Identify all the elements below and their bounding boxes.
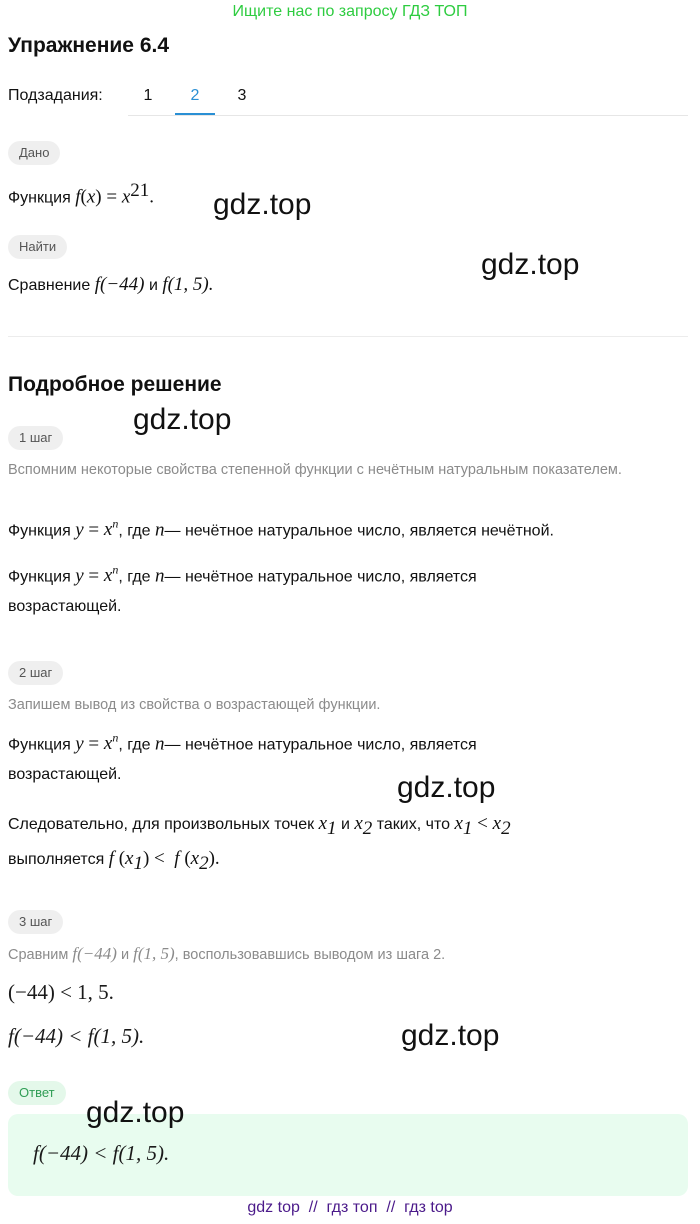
step-2-line-1-end: — нечётное натуральное число, является — [164, 736, 477, 754]
page-title: Упражнение 6.4 — [8, 34, 170, 57]
search-banner: Ищите нас по запросу ГДЗ ТОП — [232, 3, 468, 20]
given-base: x — [121, 186, 131, 208]
given-function-name: f — [75, 186, 81, 208]
step-1-line-2-rest: , где — [118, 568, 151, 586]
tab-subtask-2[interactable]: 2 — [190, 87, 200, 104]
step-3-hint-suffix: , воспользовавшись выводом из шага 2. — [174, 947, 446, 963]
step-3-hint-prefix: Сравним — [8, 947, 69, 963]
find-expr-2: f(1, 5). — [162, 274, 214, 295]
given-function-arg: x — [86, 186, 96, 208]
step-1-chip: 1 шаг — [8, 426, 63, 450]
step-2-line-3-prefix: выполняется — [8, 851, 105, 868]
step-1-line-1: Функция $y = x^n$, где n— нечётное натуральное число, является нечётной. — [8, 517, 554, 541]
step-2-line-2: Следовательно, для произвольных точек $x_1$ и $x_2$ таких, что $x_1 < x_2$ — [8, 813, 511, 839]
step-1-line-2-prefix: Функция — [8, 568, 71, 586]
find-expr-1: f(−44) — [94, 274, 145, 295]
step-2-line-1-prefix: Функция — [8, 736, 71, 754]
active-tab-indicator — [175, 113, 215, 115]
step-3-inequality-1: (−44) < 1, 5. — [8, 980, 114, 1004]
step-3-hint-expr-2: f(1, 5) — [133, 944, 175, 963]
footer-links[interactable]: gdz top // гдз топ // гдз top — [247, 1199, 453, 1216]
step-1-line-1-end: — нечётное натуральное число, является нечётной. — [164, 522, 554, 540]
find-chip: Найти — [8, 235, 67, 259]
tab-subtask-3[interactable]: 3 — [237, 87, 247, 104]
step-3-inequality-2: f(−44) < f(1, 5). — [8, 1024, 145, 1048]
given-prefix: Функция — [8, 189, 71, 207]
watermark-text: gdz.top — [86, 1096, 185, 1129]
step-2-line-2-and: и — [340, 816, 350, 833]
watermark-text: gdz.top — [481, 248, 580, 281]
answer-chip: Ответ — [8, 1081, 66, 1105]
step-3-chip: 3 шаг — [8, 910, 63, 934]
given-exponent: 21 — [130, 180, 150, 201]
step-1-line-2: Функция $y = x^n$, где n— нечётное натуральное число, является — [8, 563, 477, 587]
step-1-hint: Вспомним некоторые свойства степенной функции с нечётным натуральным показателем. — [8, 462, 622, 478]
step-2-line-1-cont: возрастающей. — [8, 766, 122, 783]
step-3-hint — [8, 943, 445, 966]
given-statement: Функция $f(x) = x^{21}$. — [8, 180, 154, 208]
watermark-text: gdz.top — [401, 1019, 500, 1052]
step-2-chip: 2 шаг — [8, 661, 63, 685]
find-conj: и — [148, 277, 158, 294]
step-2-line-1: Функция $y = x^n$, где n— нечётное натуральное число, является — [8, 731, 477, 755]
step-2-line-2-prefix: Следовательно, для произвольных точек — [8, 816, 315, 833]
tabs-divider — [128, 115, 688, 116]
subtasks-label: Подзадания: — [8, 87, 103, 104]
given-chip: Дано — [8, 141, 60, 165]
find-prefix: Сравнение — [8, 277, 91, 294]
step-3-hint-and: и — [120, 947, 130, 963]
step-2-line-1-rest: , где — [118, 736, 151, 754]
step-1-line-1-rest: , где — [118, 522, 151, 540]
step-2-line-3: выполняется f $(x_1) < f$ $(x_2)$. — [8, 848, 220, 874]
step-2-hint: Запишем вывод из свойства о возрастающей функции. — [8, 697, 381, 713]
step-1-line-2-cont: возрастающей. — [8, 598, 122, 615]
step-3-hint-expr-1: f(−44) — [72, 944, 117, 963]
step-1-line-1-prefix: Функция — [8, 522, 71, 540]
solution-heading: Подробное решение — [8, 373, 222, 396]
watermark-text: gdz.top — [133, 403, 232, 436]
find-statement — [8, 274, 214, 296]
tab-subtask-1[interactable]: 1 — [143, 87, 153, 104]
watermark-text: gdz.top — [213, 188, 312, 221]
step-1-line-2-end: — нечётное натуральное число, является — [164, 568, 477, 586]
watermark-text: gdz.top — [397, 771, 496, 804]
answer-value: f(−44) < f(1, 5). — [33, 1141, 170, 1165]
step-2-line-2-such: таких, что — [376, 816, 451, 833]
section-divider — [8, 336, 688, 337]
